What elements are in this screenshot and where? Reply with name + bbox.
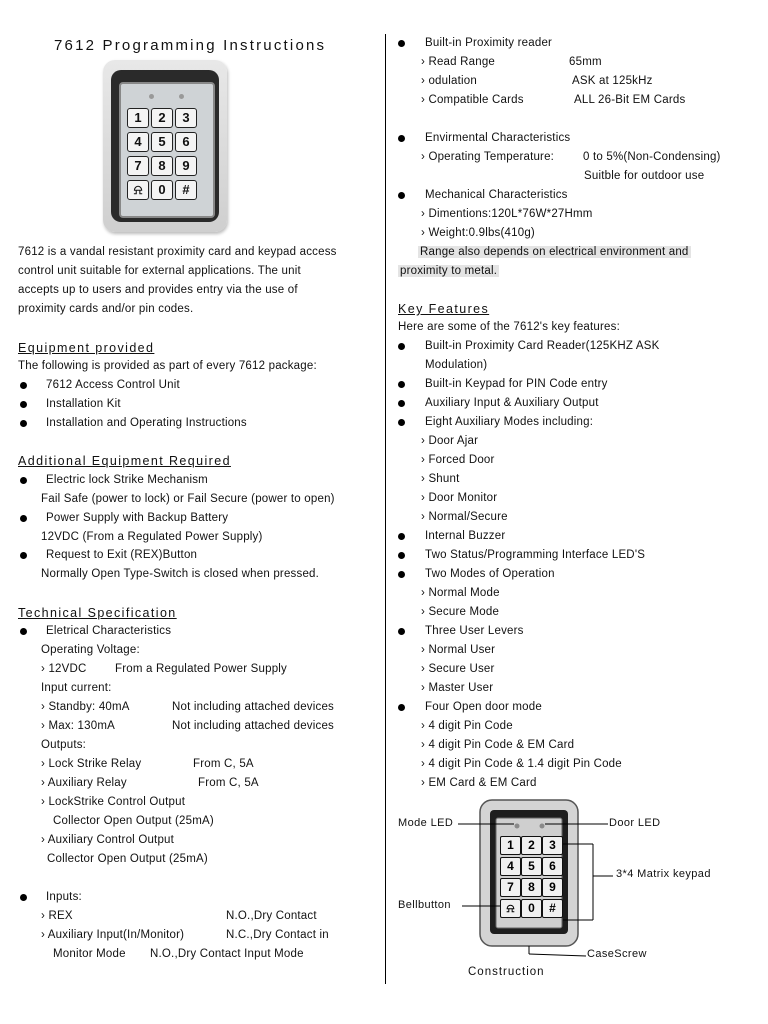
photo-key: 5 xyxy=(151,132,173,152)
bullet xyxy=(20,552,27,559)
tech-standby-note: Not including attached devices xyxy=(172,701,334,713)
diagram-key: 9 xyxy=(542,878,563,897)
aux-mode-item: › Door Monitor xyxy=(421,492,498,504)
lever-item: › Normal User xyxy=(421,644,496,656)
tech-aux-in: › Auxiliary Input(In/Monitor) xyxy=(41,929,185,941)
equipment-lead: The following is provided as part of every 7612 package: xyxy=(18,360,317,372)
tech-elec: Eletrical Characteristics xyxy=(46,625,172,637)
equipment-item: Installation and Operating Instructions xyxy=(46,417,247,429)
range-note-1: Range also depends on electrical environment and xyxy=(420,246,689,258)
feature-prox-1: Built-in Proximity Card Reader(125KHZ ASK xyxy=(425,340,660,352)
tech-v12-note: From a Regulated Power Supply xyxy=(115,663,287,675)
construction-caption: Construction xyxy=(468,966,545,978)
lever-item: › Secure User xyxy=(421,663,495,675)
aux-mode-item: › Normal/Secure xyxy=(421,511,508,523)
op-mode-item: › Normal Mode xyxy=(421,587,500,599)
photo-key: 4 xyxy=(127,132,149,152)
door-mode-item: › 4 digit Pin Code & EM Card xyxy=(421,739,575,751)
compatible-cards: › Compatible Cards xyxy=(421,94,524,106)
bullet xyxy=(20,382,27,389)
screw-label: CaseScrew xyxy=(587,948,647,960)
read-range: › Read Range xyxy=(421,56,496,68)
additional-sub: Fail Safe (power to lock) or Fail Secure (power to open) xyxy=(41,493,335,505)
tech-op-voltage: Operating Voltage: xyxy=(41,644,140,656)
bullet xyxy=(398,343,405,350)
lever-item: › Master User xyxy=(421,682,494,694)
prox-heading: Built-in Proximity reader xyxy=(425,37,553,49)
door-mode-item: › EM Card & EM Card xyxy=(421,777,537,789)
op-temp-val: 0 to 5%(Non-Condensing) xyxy=(583,151,721,163)
intro-line-4: proximity cards and/or pin codes. xyxy=(18,303,194,315)
feature-aux-modes: Eight Auxiliary Modes including: xyxy=(425,416,594,428)
op-mode-item: › Secure Mode xyxy=(421,606,500,618)
photo-key: 9 xyxy=(175,156,197,176)
bullet xyxy=(398,192,405,199)
range-note-2: proximity to metal. xyxy=(400,265,498,277)
photo-key: 1 xyxy=(127,108,149,128)
diagram-key: 4 xyxy=(500,857,521,876)
weight: › Weight:0.9lbs(410g) xyxy=(421,227,535,239)
column-divider xyxy=(385,34,386,984)
tech-heading: Technical Specification xyxy=(18,606,177,620)
construction-diagram xyxy=(398,796,758,981)
additional-item: Power Supply with Backup Battery xyxy=(46,512,229,524)
product-photo xyxy=(103,60,227,232)
photo-key: ⍾ xyxy=(127,180,149,200)
tech-rex: › REX xyxy=(41,910,73,922)
aux-mode-item: › Door Ajar xyxy=(421,435,479,447)
features-heading: Key Features xyxy=(398,302,490,316)
additional-sub: 12VDC (From a Regulated Power Supply) xyxy=(41,531,263,543)
feature-keypad: Built-in Keypad for PIN Code entry xyxy=(425,378,608,390)
compatible-cards-val: ALL 26-Bit EM Cards xyxy=(574,94,686,106)
tech-aux-ctrl: › Auxiliary Control Output xyxy=(41,834,175,846)
bullet xyxy=(398,552,405,559)
tech-aux-in-val: N.C.,Dry Contact in xyxy=(226,929,329,941)
bullet xyxy=(398,571,405,578)
additional-item: Request to Exit (REX)Button xyxy=(46,549,198,561)
bullet xyxy=(398,40,405,47)
bullet xyxy=(398,704,405,711)
bullet xyxy=(20,477,27,484)
page-title: 7612 Programming Instructions xyxy=(54,37,327,54)
intro-line-3: accepts up to users and provides entry via the use of xyxy=(18,284,298,296)
door-led-label: Door LED xyxy=(609,817,661,829)
bullet xyxy=(398,400,405,407)
diagram-key: 6 xyxy=(542,857,563,876)
dimensions: › Dimentions:120L*76W*27Hmm xyxy=(421,208,593,220)
feature-aux-io: Auxiliary Input & Auxiliary Output xyxy=(425,397,599,409)
tech-standby: › Standby: 40mA xyxy=(41,701,130,713)
photo-key: 8 xyxy=(151,156,173,176)
bullet xyxy=(398,135,405,142)
diagram-key: 1 xyxy=(500,836,521,855)
tech-outputs: Outputs: xyxy=(41,739,87,751)
diagram-key: 2 xyxy=(521,836,542,855)
aux-mode-item: › Shunt xyxy=(421,473,460,485)
tech-aux-relay-val: From C, 5A xyxy=(198,777,259,789)
tech-rex-val: N.O.,Dry Contact xyxy=(226,910,317,922)
modulation-val: ASK at 125kHz xyxy=(572,75,653,87)
feature-prox-2: Modulation) xyxy=(425,359,488,371)
diagram-key: ⍾ xyxy=(500,899,521,918)
env-heading: Envirmental Characteristics xyxy=(425,132,571,144)
additional-sub: Normally Open Type-Switch is closed when pressed. xyxy=(41,568,320,580)
bell-label: Bellbutton xyxy=(398,899,451,911)
bullet xyxy=(20,515,27,522)
tech-max: › Max: 130mA xyxy=(41,720,115,732)
outdoor: Suitble for outdoor use xyxy=(584,170,705,182)
photo-key: 6 xyxy=(175,132,197,152)
tech-aux-ctrl-sub: Collector Open Output (25mA) xyxy=(47,853,208,865)
photo-key: 0 xyxy=(151,180,173,200)
tech-v12: › 12VDC xyxy=(41,663,87,675)
mode-led-label: Mode LED xyxy=(398,817,454,829)
diagram-key: # xyxy=(542,899,563,918)
photo-key: # xyxy=(175,180,197,200)
modulation: › odulation xyxy=(421,75,477,87)
tech-max-note: Not including attached devices xyxy=(172,720,334,732)
bullet xyxy=(398,381,405,388)
additional-item: Electric lock Strike Mechanism xyxy=(46,474,208,486)
feature-op-modes: Two Modes of Operation xyxy=(425,568,555,580)
mech-heading: Mechanical Characteristics xyxy=(425,189,568,201)
tech-lock-relay: › Lock Strike Relay xyxy=(41,758,142,770)
bullet xyxy=(398,419,405,426)
read-range-val: 65mm xyxy=(569,56,602,68)
feature-levers: Three User Levers xyxy=(425,625,524,637)
equipment-item: Installation Kit xyxy=(46,398,121,410)
tech-monitor-val: N.O.,Dry Contact Input Mode xyxy=(150,948,304,960)
additional-heading: Additional Equipment Required xyxy=(18,454,231,468)
diagram-key: 5 xyxy=(521,857,542,876)
diagram-key: 3 xyxy=(542,836,563,855)
photo-key: 3 xyxy=(175,108,197,128)
diagram-key: 0 xyxy=(521,899,542,918)
diagram-key: 8 xyxy=(521,878,542,897)
tech-inputs: Inputs: xyxy=(46,891,82,903)
feature-buzzer: Internal Buzzer xyxy=(425,530,506,542)
bullet xyxy=(20,894,27,901)
photo-key: 2 xyxy=(151,108,173,128)
op-temp: › Operating Temperature: xyxy=(421,151,555,163)
tech-monitor: Monitor Mode xyxy=(53,948,126,960)
equipment-item: 7612 Access Control Unit xyxy=(46,379,180,391)
tech-aux-relay: › Auxiliary Relay xyxy=(41,777,127,789)
tech-lock-relay-val: From C, 5A xyxy=(193,758,254,770)
aux-mode-item: › Forced Door xyxy=(421,454,495,466)
feature-leds: Two Status/Programming Interface LED'S xyxy=(425,549,646,561)
bullet xyxy=(20,628,27,635)
door-mode-item: › 4 digit Pin Code & 1.4 digit Pin Code xyxy=(421,758,622,770)
bullet xyxy=(20,401,27,408)
equipment-heading: Equipment provided xyxy=(18,341,155,355)
tech-input-current: Input current: xyxy=(41,682,112,694)
feature-door-modes: Four Open door mode xyxy=(425,701,542,713)
bullet xyxy=(20,420,27,427)
intro-line-2: control unit suitable for external applications. The unit xyxy=(18,265,301,277)
tech-lock-ctrl-sub: Collector Open Output (25mA) xyxy=(53,815,214,827)
photo-key: 7 xyxy=(127,156,149,176)
bullet xyxy=(398,533,405,540)
features-lead: Here are some of the 7612's key features: xyxy=(398,321,620,333)
matrix-label: 3*4 Matrix keypad xyxy=(616,868,711,880)
bullet xyxy=(398,628,405,635)
diagram-key: 7 xyxy=(500,878,521,897)
door-mode-item: › 4 digit Pin Code xyxy=(421,720,513,732)
intro-line-1: 7612 is a vandal resistant proximity card and keypad access xyxy=(18,246,337,258)
tech-lock-ctrl: › LockStrike Control Output xyxy=(41,796,186,808)
